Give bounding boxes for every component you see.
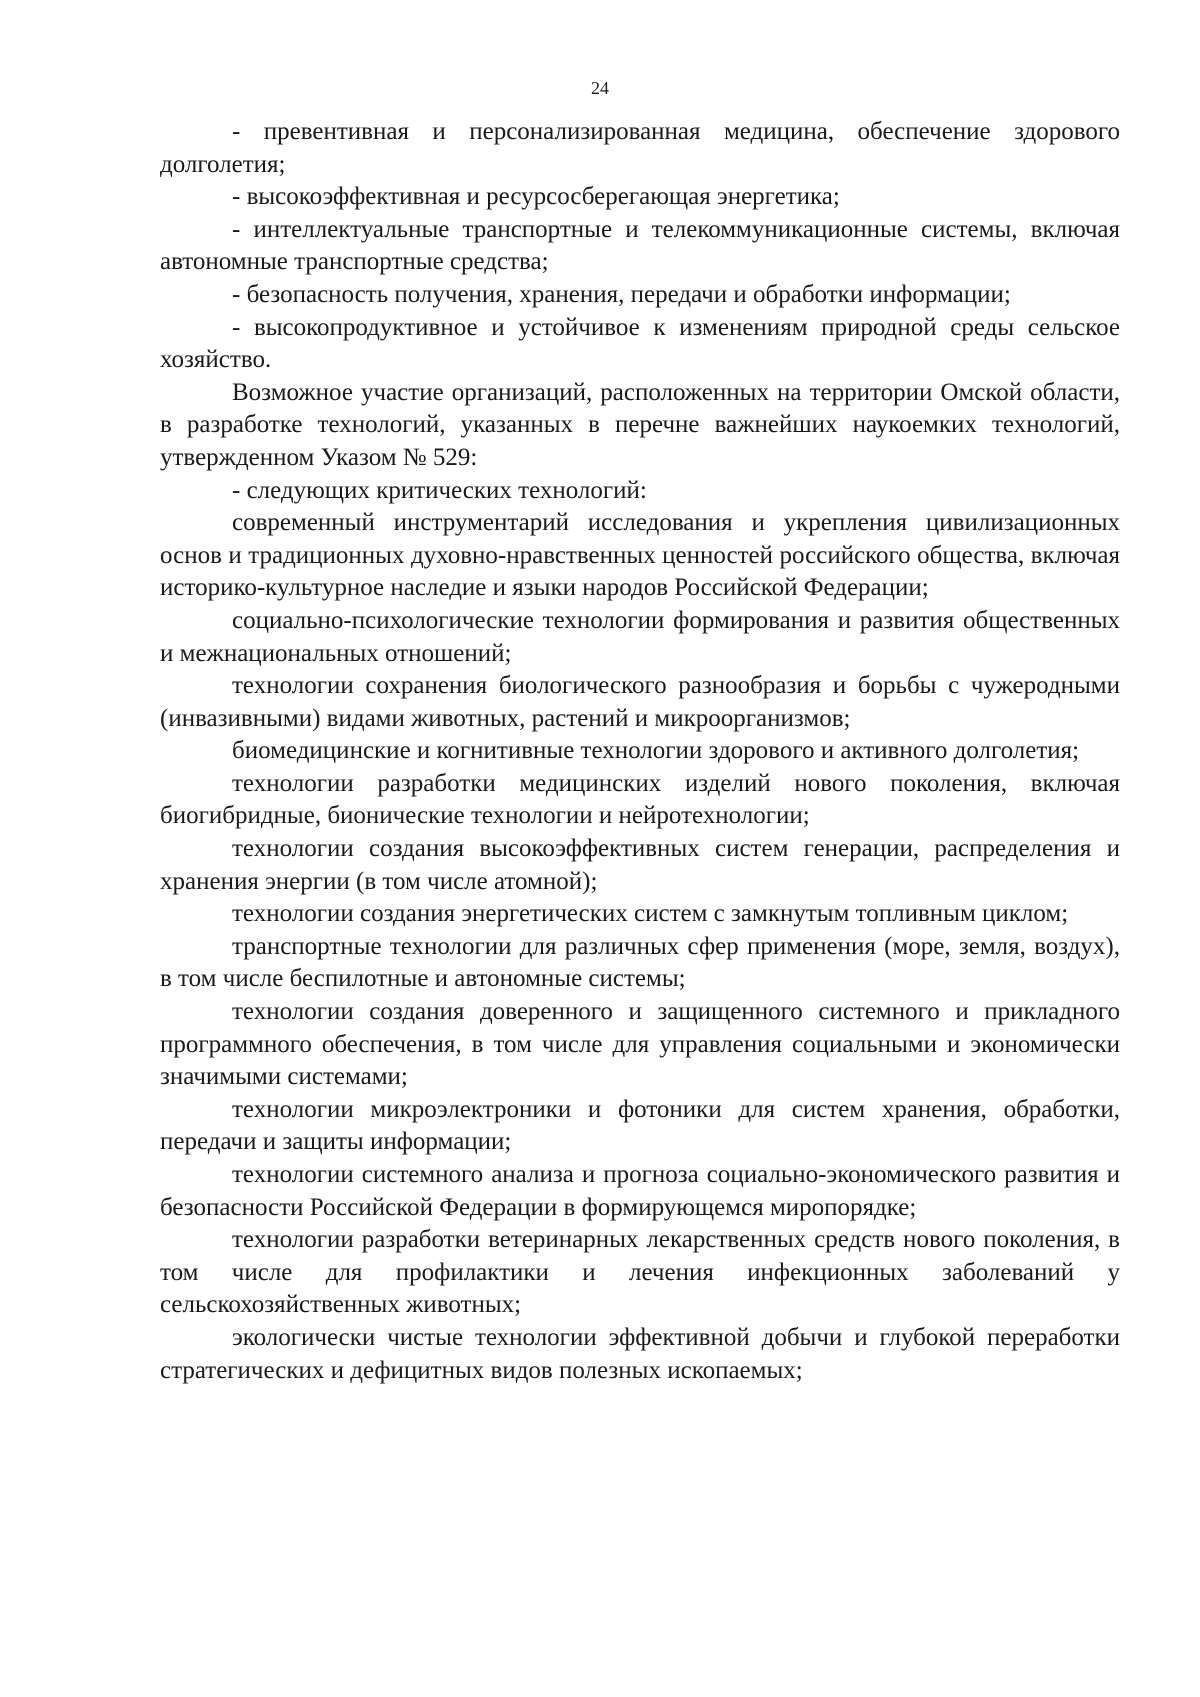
paragraph: Возможное участие организаций, расположенных на территории Омской области, в разработке технологий, указанных в перечне важнейших наукоемких технологий, утвержденном Указом № 529: <box>160 378 1120 471</box>
paragraph: - превентивная и персонализированная медицина, обеспечение здорового долголетия; <box>160 118 1120 178</box>
paragraph: - безопасность получения, хранения, передачи и обработки информации; <box>232 280 1011 308</box>
paragraph: технологии создания доверенного и защищенного системного и прикладного программного обеспечения, в том числе для управления социальными и экономически значимыми системами; <box>160 998 1120 1091</box>
document-body <box>160 116 1120 1387</box>
page-number: 24 <box>591 78 609 98</box>
paragraph: технологии системного анализа и прогноза социально-экономического развития и безопасности Российской Федерации в формирующемся миропорядке; <box>160 1161 1120 1221</box>
paragraph: - интеллектуальные транспортные и телекоммуникационные системы, включая автономные транспортные средства; <box>160 215 1120 276</box>
paragraph: биомедицинские и когнитивные технологии здорового и активного долголетия; <box>232 737 1080 765</box>
paragraph: технологии разработки медицинских изделий нового поколения, включая биогибридные, бионические технологии и нейротехнологии; <box>160 769 1120 830</box>
paragraph: - следующих критических технологий: <box>232 476 647 504</box>
paragraph: технологии микроэлектроники и фотоники для систем хранения, обработки, передачи и защиты информации; <box>160 1095 1120 1156</box>
paragraph: - высокоэффективная и ресурсосберегающая энергетика; <box>232 183 840 211</box>
paragraph: социально-психологические технологии формирования и развития общественных и межнациональных отношений; <box>160 606 1120 667</box>
paragraph: технологии создания энергетических систем с замкнутым топливным циклом; <box>232 900 1069 928</box>
paragraph: технологии разработки ветеринарных лекарственных средств нового поколения, в том числе для профилактики и лечения инфекционных заболеваний у сельскохозяйственных животных; <box>160 1226 1120 1319</box>
paragraph: технологии сохранения биологического разнообразия и борьбы с чужеродными (инвазивными) видами животных, растений и микроорганизмов; <box>160 672 1120 732</box>
paragraph: экологически чистые технологии эффективной добычи и глубокой переработки стратегических и дефицитных видов полезных ископаемых; <box>160 1323 1120 1384</box>
paragraph: технологии создания высокоэффективных систем генерации, распределения и хранения энергии (в том числе атомной); <box>160 835 1120 895</box>
paragraph: транспортные технологии для различных сфер применения (море, земля, воздух), в том числе беспилотные и автономные системы; <box>160 932 1120 993</box>
paragraph: - высокопродуктивное и устойчивое к изменениям природной среды сельское хозяйство. <box>160 313 1120 374</box>
paragraph: современный инструментарий исследования и укрепления цивилизационных основ и традиционных духовно-нравственных ценностей российского общества, включая историко-культурное наследие и языки народов Российской Федерации; <box>160 509 1120 602</box>
